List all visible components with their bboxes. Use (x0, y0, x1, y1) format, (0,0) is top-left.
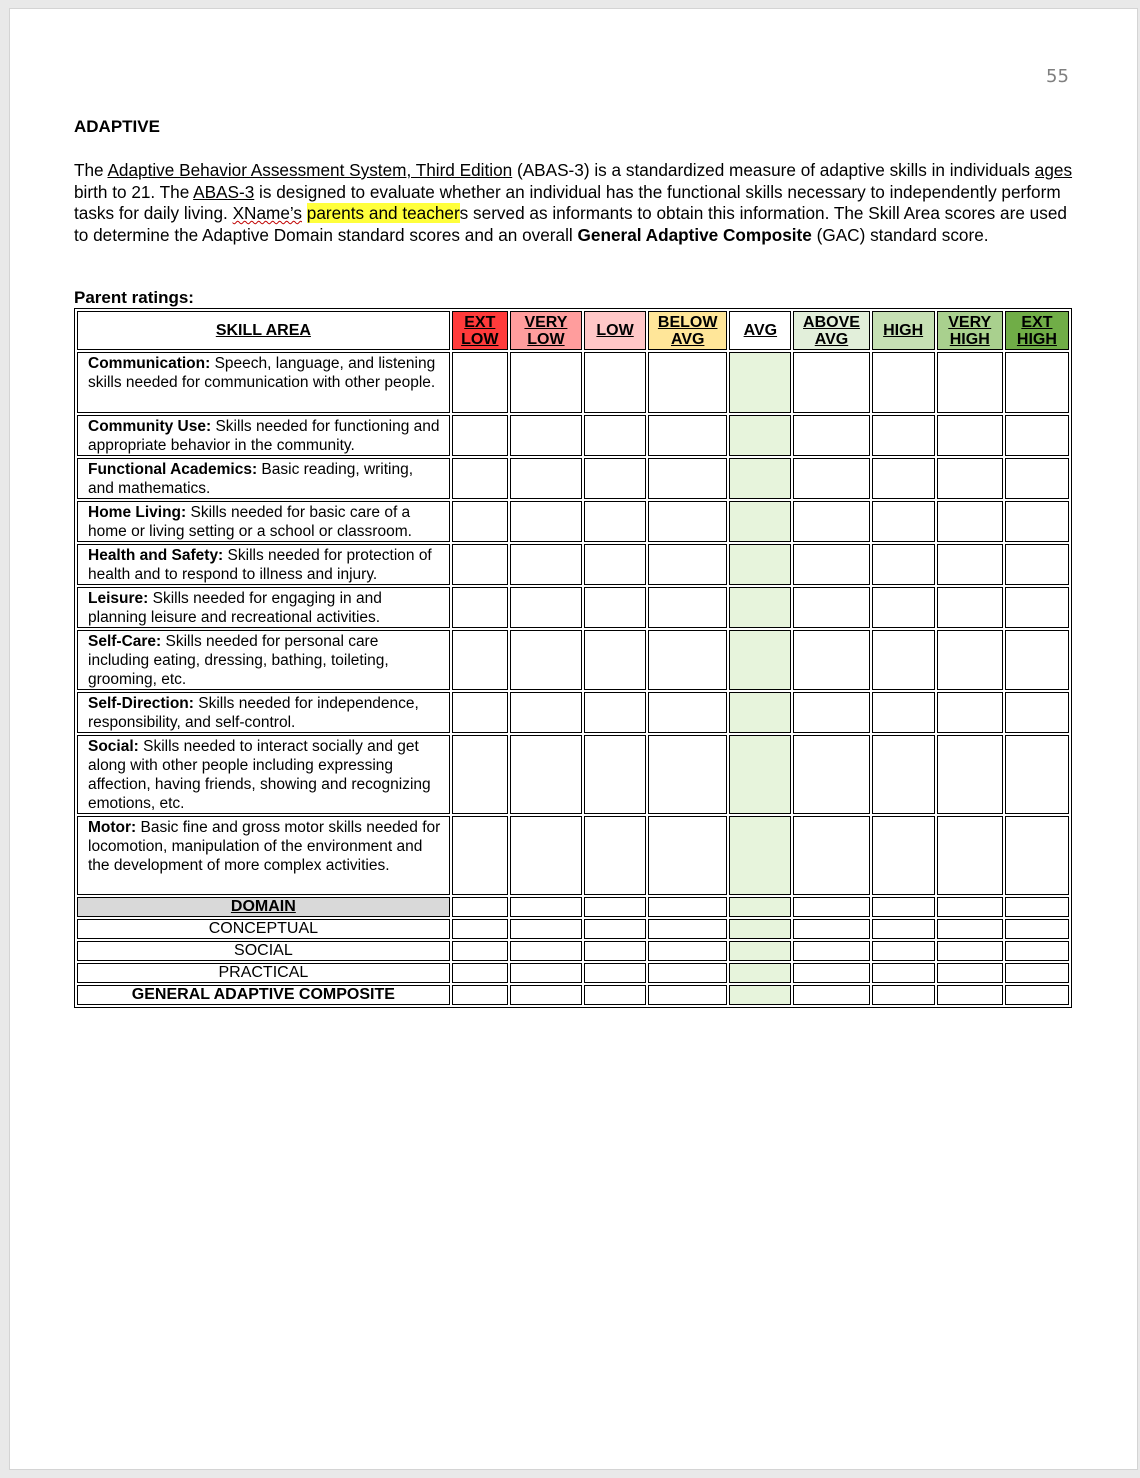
skill-area-cell (77, 544, 450, 585)
header-row (77, 311, 1069, 350)
rating-cell[interactable] (648, 897, 727, 917)
rating-cell[interactable] (1005, 692, 1069, 733)
rating-header-line: VERY (948, 313, 992, 331)
skill-row (77, 587, 1069, 628)
rating-cell[interactable] (648, 415, 727, 456)
rating-cell[interactable] (937, 352, 1003, 413)
highlighted-text: parents and teacher (306, 203, 460, 224)
rating-cell[interactable] (510, 985, 582, 1005)
rating-header-line: AVG (743, 322, 778, 339)
rating-cell[interactable] (648, 985, 727, 1005)
skill-description: Basic reading, writing, and mathematics. (88, 461, 414, 497)
rating-cell[interactable] (793, 692, 869, 733)
rating-cell[interactable] (510, 458, 582, 499)
rating-cell[interactable] (793, 630, 869, 690)
rating-cell[interactable] (793, 919, 869, 939)
skill-description: Skills needed for independence, responsibility, and self-control. (88, 695, 419, 731)
rating-cell[interactable] (729, 544, 791, 585)
rating-cell[interactable] (584, 415, 646, 456)
rating-cell[interactable] (510, 919, 582, 939)
rating-header-line: LOW (461, 330, 499, 348)
skill-name: Functional Academics: (88, 461, 258, 478)
rating-header (648, 311, 727, 350)
skill-name: Home Living: (88, 504, 187, 521)
rating-cell[interactable] (452, 735, 508, 814)
rating-cell[interactable] (793, 735, 869, 814)
rating-cell[interactable] (729, 816, 791, 895)
skill-row (77, 735, 1069, 814)
rating-cell[interactable] (937, 415, 1003, 456)
rating-cell[interactable] (937, 587, 1003, 628)
rating-cell[interactable] (584, 963, 646, 983)
rating-cell[interactable] (937, 919, 1003, 939)
rating-cell[interactable] (729, 501, 791, 542)
rating-cell[interactable] (648, 501, 727, 542)
skill-area-cell (77, 630, 450, 690)
rating-header (729, 311, 791, 350)
rating-cell[interactable] (872, 630, 935, 690)
rating-cell[interactable] (729, 352, 791, 413)
rating-cell[interactable] (937, 501, 1003, 542)
section-title: ADAPTIVE (74, 117, 160, 136)
rating-cell[interactable] (1005, 458, 1069, 499)
rating-cell[interactable] (793, 816, 869, 895)
intro-paragraph (74, 160, 1074, 246)
intro-text: is designed to evaluate whether an individual has the functional skills necessary to independently perform tasks for daily living. (74, 181, 1061, 224)
rating-cell[interactable] (584, 501, 646, 542)
skill-area-cell (77, 735, 450, 814)
skill-name: Leisure: (88, 590, 149, 607)
domain-label: SOCIAL (77, 941, 450, 961)
rating-cell[interactable] (937, 985, 1003, 1005)
skill-description: Skills needed for engaging in and planning leisure and recreational activities. (88, 590, 382, 626)
skill-area-cell (77, 415, 450, 456)
rating-cell[interactable] (729, 415, 791, 456)
rating-cell[interactable] (648, 630, 727, 690)
rating-header-line: EXT (464, 313, 496, 331)
rating-cell[interactable] (452, 897, 508, 917)
domain-label: PRACTICAL (77, 963, 450, 983)
rating-cell[interactable] (648, 919, 727, 939)
rating-cell[interactable] (648, 458, 727, 499)
rating-header-line: VERY (524, 313, 568, 331)
rating-cell[interactable] (872, 816, 935, 895)
rating-cell[interactable] (793, 897, 869, 917)
intro-text: (ABAS-3) is a standardized measure of adaptive skills in individuals (512, 160, 1035, 180)
rating-cell[interactable] (1005, 415, 1069, 456)
rating-cell[interactable] (584, 897, 646, 917)
skill-description: Basic fine and gross motor skills needed for locomotion, manipulation of the environment and the development of more complex activities. (88, 819, 441, 874)
rating-cell[interactable] (584, 941, 646, 961)
rating-cell[interactable] (648, 941, 727, 961)
skill-area-cell (77, 458, 450, 499)
rating-cell[interactable] (937, 963, 1003, 983)
skill-row (77, 692, 1069, 733)
intro-text: s served as informants to obtain this information. The Skill Area scores are used to determine the Adaptive Domain standard scores and an overall (74, 203, 1067, 245)
intro-text: birth to 21. The (74, 181, 194, 202)
rating-cell[interactable] (729, 692, 791, 733)
rating-cell[interactable] (729, 941, 791, 961)
rating-cell[interactable] (937, 897, 1003, 917)
rating-cell[interactable] (793, 501, 869, 542)
rating-cell[interactable] (584, 630, 646, 690)
skill-area-cell (77, 692, 450, 733)
rating-header-line: EXT (1021, 313, 1053, 331)
rating-cell[interactable] (872, 735, 935, 814)
rating-header (452, 311, 508, 350)
rating-cell[interactable] (452, 458, 508, 499)
rating-cell[interactable] (729, 985, 791, 1005)
rating-cell[interactable] (937, 692, 1003, 733)
rating-cell[interactable] (452, 985, 508, 1005)
rating-cell[interactable] (937, 544, 1003, 585)
rating-cell[interactable] (510, 501, 582, 542)
rating-cell[interactable] (872, 897, 935, 917)
rating-cell[interactable] (937, 941, 1003, 961)
rating-cell[interactable] (872, 458, 935, 499)
rating-cell[interactable] (729, 735, 791, 814)
abas-term: ABAS-3 (193, 181, 255, 202)
page-number: 55 (1046, 66, 1069, 87)
grammar-flag-ages: ages (1034, 160, 1073, 180)
rating-cell[interactable] (793, 458, 869, 499)
skill-name: Self-Care: (88, 633, 162, 650)
rating-cell[interactable] (584, 458, 646, 499)
rating-cell[interactable] (648, 587, 727, 628)
skill-description: Skills needed for personal care including eating, dressing, bathing, toileting, grooming, etc. (88, 633, 389, 688)
gac-term: General Adaptive Composite (577, 224, 812, 245)
rating-cell[interactable] (729, 630, 791, 690)
rating-cell[interactable] (452, 919, 508, 939)
composite-label: GENERAL ADAPTIVE COMPOSITE (77, 985, 450, 1005)
skill-area-cell (77, 352, 450, 413)
rating-header (1005, 311, 1069, 350)
rating-header (510, 311, 582, 350)
rating-cell[interactable] (793, 415, 869, 456)
rating-cell[interactable] (452, 587, 508, 628)
rating-cell[interactable] (937, 735, 1003, 814)
rating-cell[interactable] (510, 735, 582, 814)
rating-cell[interactable] (1005, 941, 1069, 961)
rating-cell[interactable] (452, 630, 508, 690)
rating-cell[interactable] (872, 963, 935, 983)
skill-area-cell (77, 816, 450, 895)
skill-row (77, 544, 1069, 585)
composite-row (77, 985, 1069, 1005)
rating-cell[interactable] (1005, 963, 1069, 983)
rating-cell[interactable] (648, 692, 727, 733)
rating-cell[interactable] (510, 352, 582, 413)
skill-row (77, 816, 1069, 895)
rating-cell[interactable] (648, 816, 727, 895)
rating-cell[interactable] (729, 963, 791, 983)
rating-cell[interactable] (1005, 630, 1069, 690)
rating-header-line: AVG (814, 330, 849, 348)
rating-cell[interactable] (584, 735, 646, 814)
rating-cell[interactable] (648, 352, 727, 413)
rating-cell[interactable] (1005, 352, 1069, 413)
rating-cell[interactable] (872, 985, 935, 1005)
rating-cell[interactable] (510, 897, 582, 917)
intro-text: (GAC) standard score. (811, 224, 989, 245)
rating-cell[interactable] (729, 587, 791, 628)
domain-header-row (77, 897, 1069, 917)
skill-description: Skills needed to interact socially and get along with other people including expressing affection, having friends, showing and recognizing emotions, etc. (88, 738, 431, 812)
skill-row (77, 352, 1069, 413)
ratings-table (74, 308, 1072, 1008)
rating-cell[interactable] (1005, 919, 1069, 939)
rating-cell[interactable] (510, 941, 582, 961)
domain-label: CONCEPTUAL (77, 919, 450, 939)
rating-cell[interactable] (584, 587, 646, 628)
ratings-label: Parent ratings: (74, 288, 194, 307)
rating-cell[interactable] (872, 501, 935, 542)
rating-cell[interactable] (648, 544, 727, 585)
rating-cell[interactable] (937, 816, 1003, 895)
rating-cell[interactable] (510, 544, 582, 585)
rating-cell[interactable] (729, 897, 791, 917)
rating-cell[interactable] (648, 735, 727, 814)
rating-cell[interactable] (648, 963, 727, 983)
rating-cell[interactable] (584, 544, 646, 585)
rating-cell[interactable] (872, 919, 935, 939)
skill-name: Communication: (88, 355, 211, 372)
rating-cell[interactable] (1005, 501, 1069, 542)
rating-header (793, 311, 869, 350)
rating-cell[interactable] (793, 985, 869, 1005)
skill-description: Speech, language, and listening skills needed for communication with other people. (88, 355, 436, 391)
skill-area-cell (77, 501, 450, 542)
rating-cell[interactable] (872, 544, 935, 585)
skill-area-header: SKILL AREA (77, 311, 450, 350)
spell-flag-xname: XName’s (232, 203, 302, 224)
rating-cell[interactable] (452, 963, 508, 983)
intro-text: The (74, 160, 108, 180)
rating-cell[interactable] (729, 919, 791, 939)
rating-cell[interactable] (584, 919, 646, 939)
rating-cell[interactable] (584, 692, 646, 733)
test-name: Adaptive Behavior Assessment System, Third Edition (107, 160, 513, 180)
rating-cell[interactable] (510, 963, 582, 983)
rating-cell[interactable] (872, 587, 935, 628)
rating-cell[interactable] (1005, 735, 1069, 814)
skill-row (77, 415, 1069, 456)
rating-header (872, 311, 935, 350)
skill-row (77, 501, 1069, 542)
rating-cell[interactable] (584, 816, 646, 895)
rating-cell[interactable] (872, 352, 935, 413)
rating-cell[interactable] (937, 458, 1003, 499)
rating-cell[interactable] (793, 544, 869, 585)
rating-header-line: HIGH (883, 322, 924, 339)
rating-cell[interactable] (1005, 587, 1069, 628)
skill-row (77, 630, 1069, 690)
rating-cell[interactable] (452, 352, 508, 413)
rating-cell[interactable] (793, 352, 869, 413)
rating-cell[interactable] (510, 587, 582, 628)
rating-cell[interactable] (452, 692, 508, 733)
rating-cell[interactable] (452, 941, 508, 961)
domain-header-label: DOMAIN (77, 897, 450, 917)
rating-cell[interactable] (1005, 816, 1069, 895)
rating-cell[interactable] (584, 352, 646, 413)
domain-row (77, 919, 1069, 939)
rating-cell[interactable] (729, 458, 791, 499)
skill-name: Motor: (88, 819, 137, 836)
rating-cell[interactable] (510, 415, 582, 456)
rating-header-line: BELOW (657, 313, 718, 331)
rating-cell[interactable] (793, 587, 869, 628)
rating-cell[interactable] (584, 985, 646, 1005)
skill-area-cell (77, 587, 450, 628)
rating-cell[interactable] (872, 415, 935, 456)
rating-cell[interactable] (452, 544, 508, 585)
rating-header-line: HIGH (1016, 330, 1057, 348)
skill-name: Health and Safety: (88, 547, 224, 564)
rating-cell[interactable] (1005, 897, 1069, 917)
skill-name: Self-Direction: (88, 695, 194, 712)
skill-description: Skills needed for functioning and appropriate behavior in the community. (88, 418, 440, 454)
rating-cell[interactable] (793, 941, 869, 961)
rating-header-line: ABOVE (803, 313, 860, 331)
skill-name: Community Use: (88, 418, 212, 435)
rating-header (937, 311, 1003, 350)
rating-header-line: LOW (596, 322, 634, 339)
rating-cell[interactable] (937, 630, 1003, 690)
rating-cell[interactable] (510, 630, 582, 690)
rating-cell[interactable] (1005, 985, 1069, 1005)
skill-row (77, 458, 1069, 499)
domain-row (77, 963, 1069, 983)
rating-cell[interactable] (793, 963, 869, 983)
skill-description: Skills needed for protection of health and to respond to illness and injury. (88, 547, 432, 583)
rating-cell[interactable] (872, 692, 935, 733)
rating-header-line: HIGH (949, 330, 990, 348)
rating-cell[interactable] (452, 816, 508, 895)
rating-header-line: LOW (527, 330, 565, 348)
skill-name: Social: (88, 738, 139, 755)
rating-cell[interactable] (1005, 544, 1069, 585)
rating-cell[interactable] (452, 501, 508, 542)
domain-row (77, 941, 1069, 961)
rating-cell[interactable] (452, 415, 508, 456)
rating-cell[interactable] (510, 816, 582, 895)
rating-cell[interactable] (872, 941, 935, 961)
rating-header (584, 311, 646, 350)
rating-cell[interactable] (510, 692, 582, 733)
rating-header-line: AVG (670, 330, 705, 348)
skill-description: Skills needed for basic care of a home or living setting or a school or classroom. (88, 504, 412, 540)
